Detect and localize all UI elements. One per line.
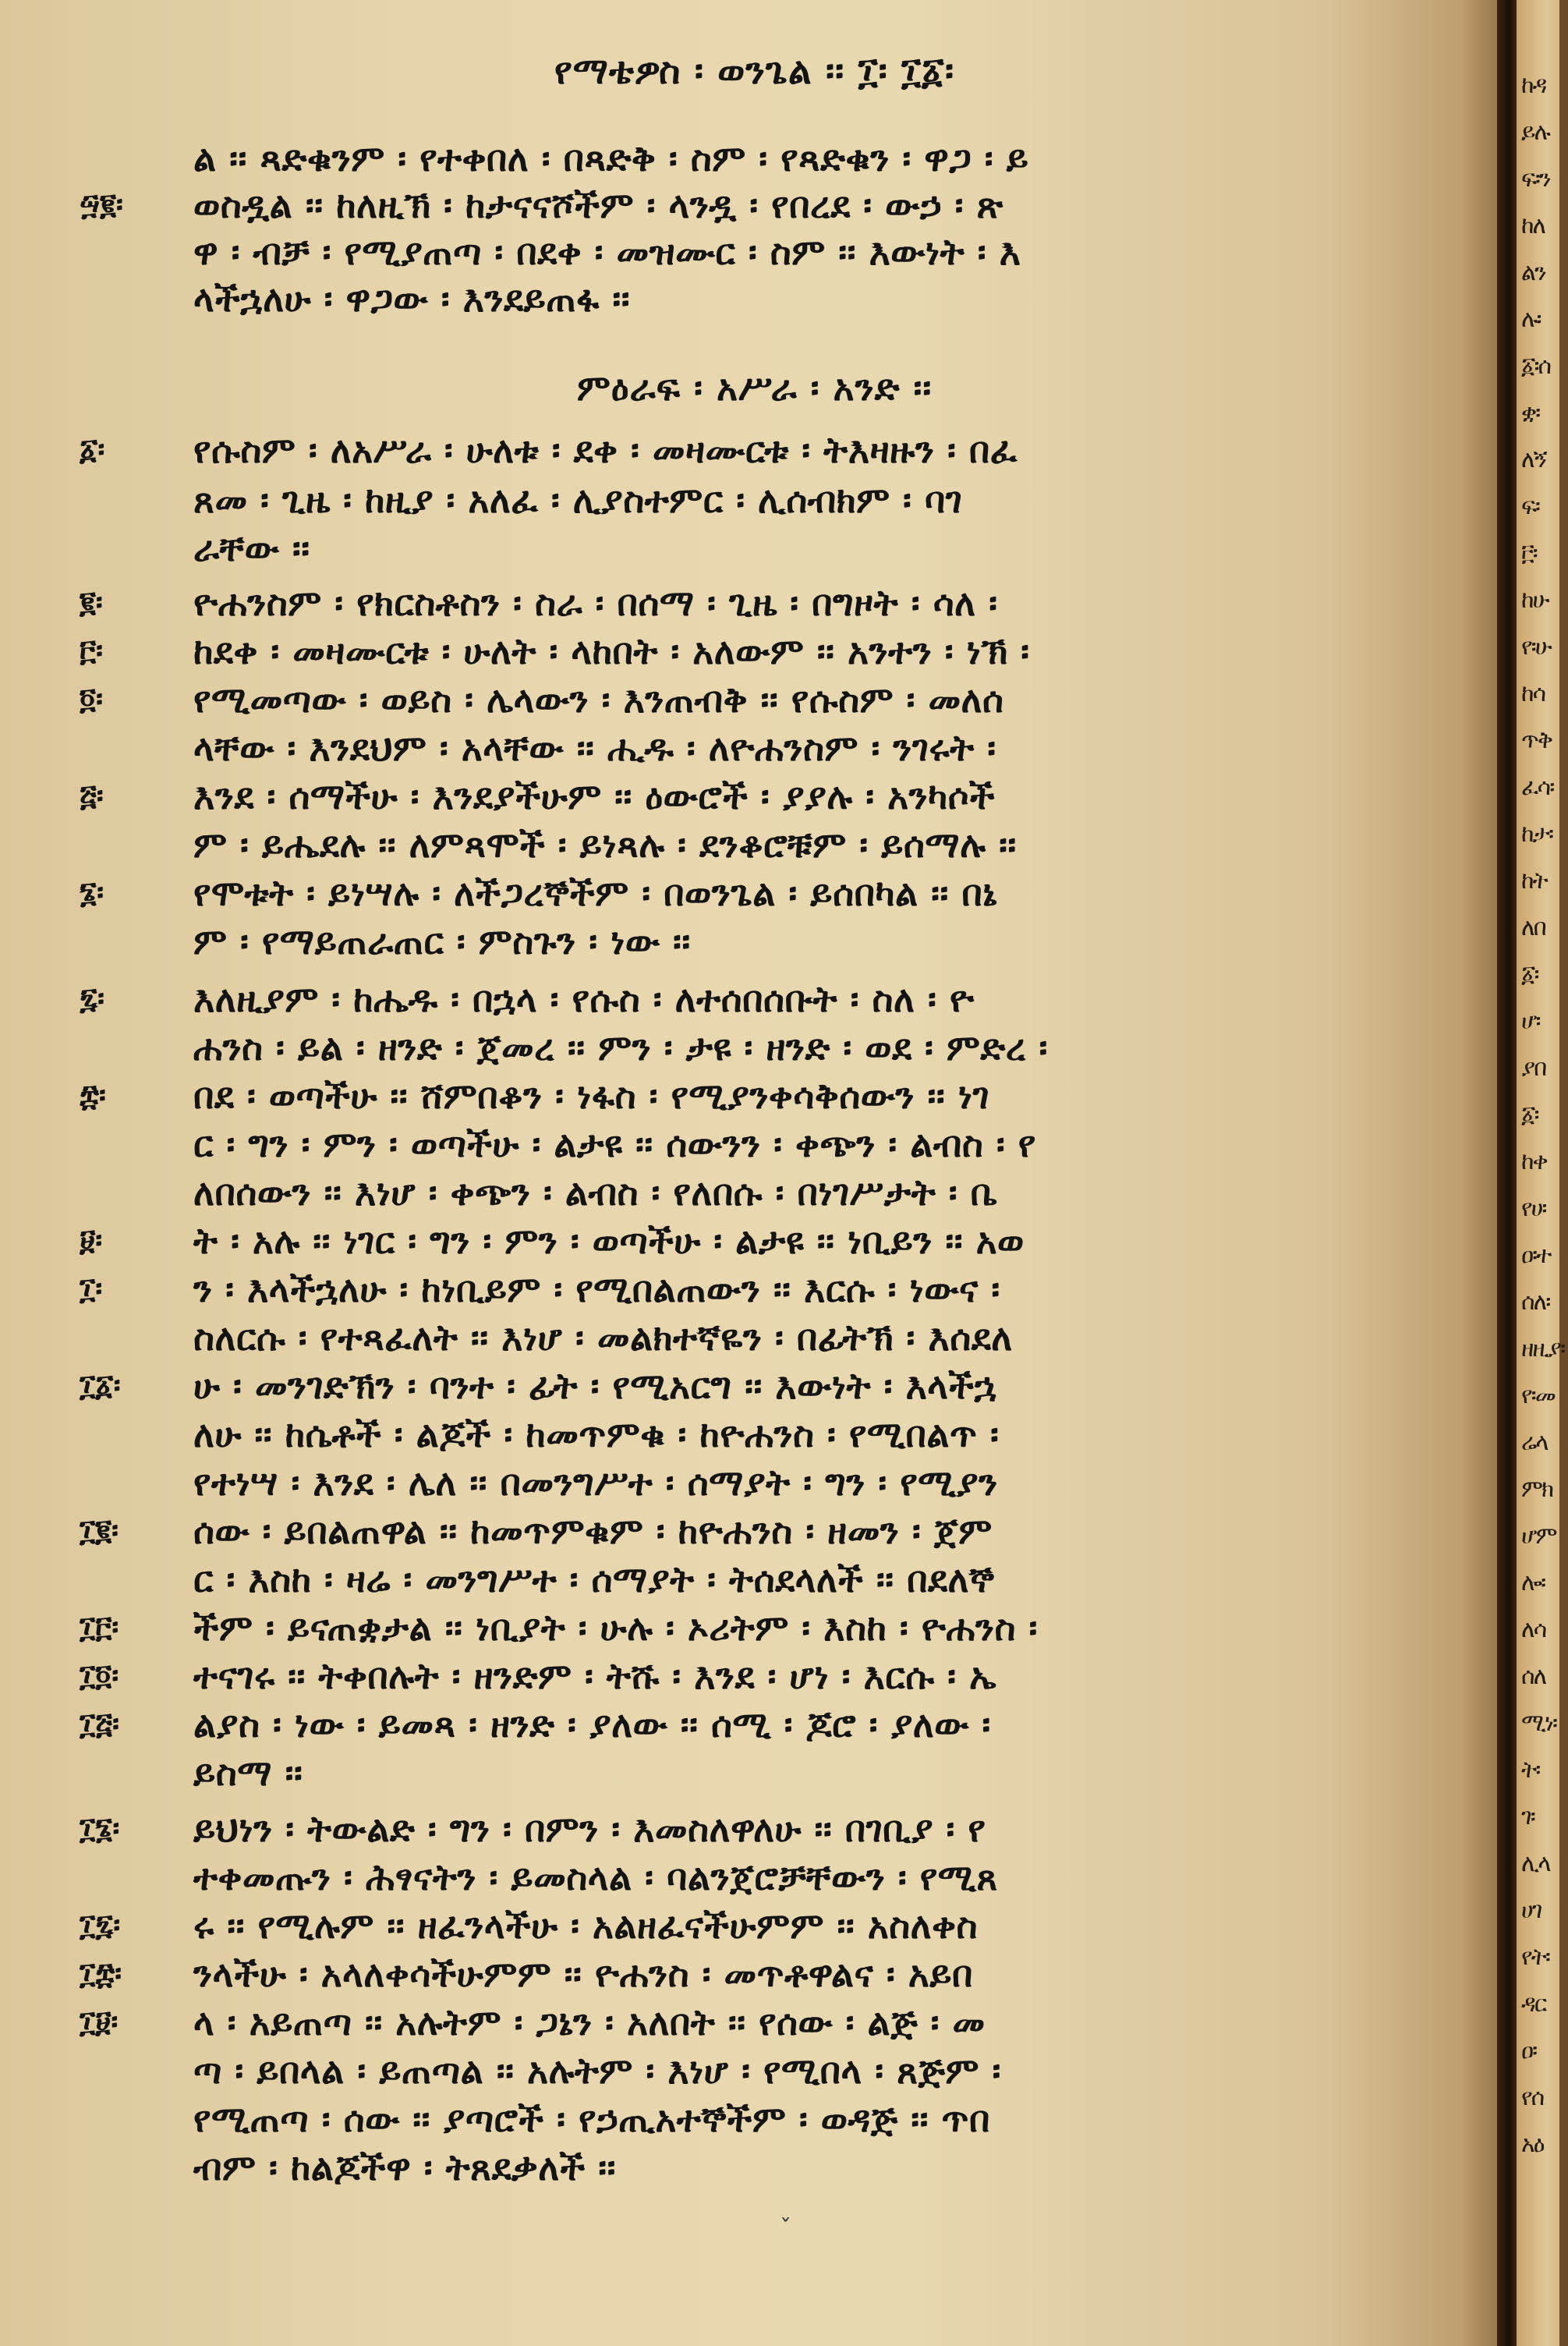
facing-page-fragment: ሀገ [1521,1897,1541,1924]
facing-page-fragment: ዘዚያ፡ [1521,1335,1565,1363]
text-line: ስለርሱ ፡ የተጻፈለት ፡፡ እነሆ ፡ መልክተኛዬን ፡ በፊትኽ ፡ እሰደለ [193,1317,1013,1359]
facing-page-fragment: ገ፡ [1521,1803,1534,1830]
verse-number: ፲፬፡ [80,1658,119,1692]
text-line: ንላችሁ ፡ አላለቀሳችሁምም ፡፡ ዮሐንስ ፡ መጥቶዋልና ፡ አይበ [193,1953,973,1995]
text-line: ም ፡ ይሔደሉ ፡፡ ለምጻሞች ፡ ይነጻሉ ፡ ደንቆሮቹም ፡ ይሰማሉ ፡፡ [193,824,1017,866]
verse-number: ፲፰፡ [80,1956,122,1990]
facing-page-fragment: ያበ [1521,1054,1546,1082]
verse-number: ፵፪፡ [80,187,123,221]
text-line: ይስማ ፡፡ [193,1752,303,1794]
facing-page [1517,0,1565,2346]
text-line: እንደ ፡ ሰማችሁ ፡ እንደያችሁም ፡፡ ዕውሮች ፡ ያያሉ ፡ አንካሶች [193,775,996,817]
facing-page-fragment: ሚነ፡ [1521,1710,1557,1737]
text-line: ተቀመጡን ፡ ሕፃናትን ፡ ይመስላል ፡ ባልንጀሮቻቸውን ፡ የሚጸ [193,1856,998,1898]
facing-page-fragment: ሰለ፡ [1521,1288,1550,1316]
facing-page-fragment: ዐ፡ [1521,2037,1537,2064]
facing-page-fragment: ምክ [1521,1476,1553,1503]
text-line: ሩ ፡፡ የሚሉም ፡፡ ዘፈንላችሁ ፡ አልዘፈናችሁምም ፡፡ አስለቀስ [193,1905,978,1947]
text-line: በደ ፡ ወጣችሁ ፡፡ ሸምበቆን ፡ ነፋስ ፡ የሚያንቀሳቅሰውን ፡፡ ነገ [193,1075,990,1117]
facing-page-fragment: አዕ [1521,2131,1544,2158]
facing-page-fragment: ፩፡ [1521,1101,1538,1129]
verse-number: ፪፡ [80,585,103,619]
facing-page-fragment: ሬላ [1521,1429,1548,1456]
facing-page-fragment: ፍ፡ን [1521,165,1550,193]
text-line: ይህነን ፡ ትውልድ ፡ ግን ፡ በምን ፡ እመስለዋለሁ ፡፡ በገቢያ ፡ የ [193,1808,986,1850]
facing-page-fragment: ለበ [1521,914,1545,941]
facing-page-fragment: ሆ፡ [1521,1008,1540,1035]
text-line: ል ፡፡ ጻድቁንም ፡ የተቀበለ ፡ በጻድቅ ፡ ስም ፡ የጻድቁን ፡ ዋጋ ፡ ይ [193,137,1029,179]
facing-page-fragment: ከለ [1521,212,1545,239]
verse-number: ፲፮፡ [80,1811,120,1845]
facing-page-fragment: ከታ፡ [1521,820,1553,848]
facing-page-fragment: ፍ፡ [1521,493,1539,520]
facing-page-fragment: ቋ፡ [1521,399,1540,427]
verse-number: ፭፡ [80,778,104,813]
facing-page-fragment: ከሳ [1521,680,1545,707]
verse-number: ፯፡ [80,981,104,1015]
text-line: ሁ ፡ መንገድኽን ፡ ባንተ ፡ ፊት ፡ የሚአርግ ፡፡ እውነት ፡ እላችኋ [193,1365,997,1407]
facing-page-text [1521,62,1568,2168]
text-line: ጸመ ፡ ጊዜ ፡ ከዚያ ፡ አለፈ ፡ ሊያስተምር ፡ ሊሰብክም ፡ ባገ [193,479,963,521]
text-line: የሱስም ፡ ለአሥራ ፡ ሁለቱ ፡ ደቀ ፡ መዛሙርቱ ፡ ትእዛዙን ፡ በፈ [193,429,1018,471]
facing-page-fragment: ሎ፡ [1521,1569,1545,1596]
text-line: ሐንስ ፡ ይል ፡ ዘንድ ፡ ጀመረ ፡፡ ምን ፡ ታዩ ፡ ዘንድ ፡ ወደ ፡ ምድረ ፡ [193,1026,1048,1068]
text-line: ለሁ ፡፡ ከሴቶች ፡ ልጆች ፡ ከመጥምቁ ፡ ከዮሐንስ ፡ የሚበልጥ ፡ [193,1413,1000,1455]
text-line: ር ፡ እስከ ፡ ዛሬ ፡ መንግሥተ ፡ ሰማያት ፡ ትሰደላለች ፡፡ በደለኞ [193,1558,995,1600]
running-head: የማቴዎስ ፡ ወንጌል ፡፡ ፲፡ ፲፩፡ [554,50,955,93]
facing-page-fragment: ከቀ [1521,1148,1547,1175]
text-line: ተናገሩ ፡፡ ትቀበሉት ፡ ዘንድም ፡ ትሹ ፡ እንደ ፡ ሆነ ፡ እርሱ ፡ ኤ [193,1655,997,1697]
facing-page-fragment: ከሁ [1521,586,1549,614]
facing-page-fragment: የ፡ሁ [1521,633,1551,661]
verse-number: ፲፡ [80,1271,103,1306]
verse-number: ፲፯፡ [80,1908,121,1942]
text-line: ለበሰውን ፡፡ እነሆ ፡ ቀጭን ፡ ልብስ ፡ የለበሱ ፡ በነገሥታት ፡ ቤ [193,1171,998,1214]
verse-number: ፲፭፡ [80,1706,119,1741]
facing-page-fragment: የት፡ [1521,1944,1549,1971]
text-line: ር ፡ ግን ፡ ምን ፡ ወጣችሁ ፡ ልታዩ ፡፡ ሰውንን ፡ ቀጭን ፡ ልብስ ፡ የ [193,1123,1036,1165]
verse-number: ፰፡ [80,1078,106,1112]
chapter-heading: ምዕራፍ ፡ አሥራ ፡ አንድ ፡፡ [576,367,933,409]
facing-page-fragment: ከዳ [1521,72,1546,99]
text-line: ችም ፡ ይናጠቋታል ፡፡ ነቢያት ፡ ሁሉ ፡ ኦሪትም ፡ እስከ ፡ ዮሐንስ ፡ [193,1607,1038,1649]
text-line: የሚመጣው ፡ ወይስ ፡ ሌላውን ፡ እንጠብቅ ፡፡ የሱስም ፡ መለሰ [193,679,1004,721]
text-line: ራቸው ፡፡ [193,527,310,569]
text-line: እለዚያም ፡ ከሔዱ ፡ በኋላ ፡ የሱስ ፡ ለተሰበሰቡት ፡ ስለ ፡ ዮ [193,978,975,1020]
text-line: ዋ ፡ ብቻ ፡ የሚያጠጣ ፡ በደቀ ፡ መዝሙር ፡ ስም ፡፡ እውነት ፡ እ [193,231,1021,273]
facing-page-fragment: ይሉ [1521,119,1549,146]
text-line: ጣ ፡ ይበላል ፡ ይጠጣል ፡፡ አሉትም ፡ እነሆ ፡ የሚበላ ፡ ጸጅም ፡ [193,2050,1001,2092]
verse-number: ፱፡ [80,1223,103,1257]
verse-number: ፬፡ [80,682,103,716]
text-line: ብም ፡ ከልጆችዋ ፡ ትጸደቃለች ፡፡ [193,2146,617,2188]
facing-page-fragment: ሊላ [1521,1850,1550,1877]
facing-page-fragment: ለኝ [1521,446,1546,473]
facing-page-fragment: ት፡ [1521,1756,1540,1784]
facing-page-fragment: ከት [1521,867,1547,895]
text-line: ም ፡ የማይጠራጠር ፡ ምስጉን ፡ ነው ፡፡ [193,920,691,962]
text-line: ሰው ፡ ይበልጠዋል ፡፡ ከመጥምቁም ፡ ከዮሐንስ ፡ ዘመን ፡ ጀም [193,1510,993,1552]
text-line: ዮሐንስም ፡ የክርስቶስን ፡ ስራ ፡ በሰማ ፡ ጊዜ ፡ በግዞት ፡ ሳለ ፡ [193,582,998,624]
verse-number: ፲፪፡ [80,1513,119,1547]
facing-page-fragment: ዐ፡ተ [1521,1242,1551,1269]
facing-page-fragment: ለሳ [1521,1616,1546,1643]
text-line: የሞቱት ፡ ይነሣሉ ፡ ለችጋረኞችም ፡ በወንጌል ፡ ይሰበካል ፡፡ በኔ [193,872,997,914]
text-line: ላቸው ፡ እንደህም ፡ አላቸው ፡፡ ሒዱ ፡ ለዮሐንስም ፡ ንገሩት ፡ [193,727,996,769]
text-line: የሚጠጣ ፡ ሰው ፡፡ ያጣሮች ፡ የኃጢአተኞችም ፡ ወዳጅ ፡፡ ጥበ [193,2098,990,2140]
text-line: የተነሣ ፡ እንደ ፡ ሌለ ፡፡ በመንግሥተ ፡ ሰማያት ፡ ግን ፡ የሚያን [193,1462,998,1504]
facing-page-fragment: ሉ፡ [1521,306,1541,333]
facing-page-fragment: ጥቅ [1521,727,1552,754]
facing-page-fragment: ሆም [1521,1522,1556,1550]
text-line: ወስዷል ፡፡ ከለዚኽ ፡ ከታናናሾችም ፡ ላንዷ ፡ የበረደ ፡ ውኃ ፡ ጽ [193,184,1003,226]
page-speck: ˇ [780,2215,791,2242]
facing-page-fragment: ፈሳ፡ [1521,774,1554,801]
facing-page-fragment: የ፡መ [1521,1382,1555,1409]
facing-page-fragment: የሀ፡ [1521,1195,1546,1222]
facing-page-fragment: ዳር [1521,1990,1546,2018]
verse-number: ፮፡ [80,875,104,909]
facing-page-fragment: ልን [1521,259,1545,286]
verse-number: ፩፡ [80,432,105,466]
text-line: ላችኋለሁ ፡ ዋጋው ፡ እንደይጠፋ ፡፡ [193,278,631,320]
facing-page-fragment: የሰ [1521,2084,1544,2111]
facing-page-fragment: ሰለ [1521,1663,1546,1690]
text-line: ን ፡ እላችኋለሁ ፡ ከነቢይም ፡ የሚበልጠውን ፡፡ እርሱ ፡ ነውና ፡ [193,1268,1000,1310]
verse-number: ፫፡ [80,633,103,668]
verse-number: ፲፱፡ [80,2004,119,2039]
verse-number: ፲፩፡ [80,1368,121,1402]
text-line: ልያስ ፡ ነው ፡ ይመጻ ፡ ዘንድ ፡ ያለው ፡፡ ሰሚ ፡ ጆሮ ፡ ያለው ፡ [193,1703,991,1745]
text-line: ላ ፡ አይጠጣ ፡፡ አሉትም ፡ ጋኔን ፡ አለበት ፡፡ የሰው ፡ ልጅ ፡ መ [193,2001,986,2043]
facing-page-fragment: ፩፡ [1521,961,1538,988]
text-line: ት ፡ አሉ ፡፡ ነገር ፡ ግን ፡ ምን ፡ ወጣችሁ ፡ ልታዩ ፡፡ ነቢይን ፡፡ አወ [193,1220,1025,1262]
verse-number: ፲፫፡ [80,1610,119,1644]
facing-page-fragment: ፫፡ [1521,540,1537,567]
facing-page-fragment: ፩፡ሰ [1521,353,1551,380]
text-line: ከደቀ ፡ መዛሙርቱ ፡ ሁለት ፡ ላከበት ፡ አለውም ፡፡ አንተን ፡ ነኽ ፡ [193,630,1030,672]
